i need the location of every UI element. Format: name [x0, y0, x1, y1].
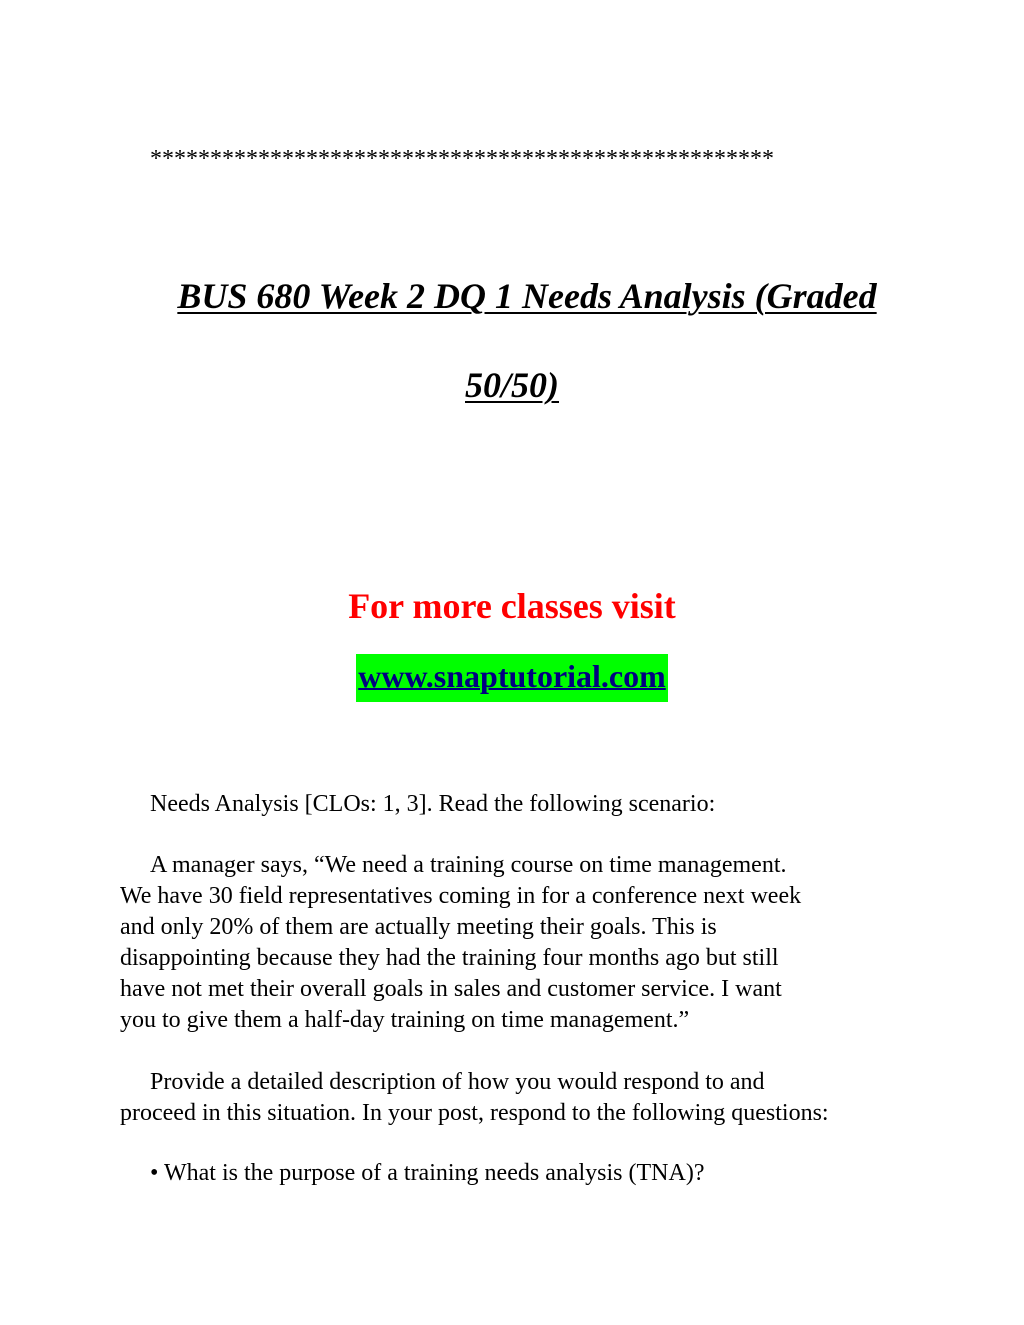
promo-link[interactable]: www.snaptutorial.com	[356, 654, 668, 702]
document-title-line-1: BUS 680 Week 2 DQ 1 Needs Analysis (Graded	[177, 276, 877, 316]
paragraph-question-1	[120, 1158, 920, 1189]
paragraph-line: Needs Analysis [CLOs: 1, 3]. Read the following scenario:	[150, 791, 716, 817]
paragraph-line: proceed in this situation. In your post, respond to the following questions:	[120, 1100, 829, 1126]
paragraph-instructions	[120, 1067, 920, 1129]
bullet-question: • What is the purpose of a training needs analysis (TNA)?	[150, 1160, 705, 1186]
document-title-line-2: 50/50)	[465, 365, 559, 405]
paragraph-intro	[120, 789, 920, 820]
paragraph-line: have not met their overall goals in sales and customer service. I want	[120, 976, 782, 1002]
paragraph-line: and only 20% of them are actually meeting their goals. This is	[120, 914, 717, 940]
paragraph-scenario	[120, 850, 920, 1036]
paragraph-line: disappointing because they had the training four months ago but still	[120, 945, 779, 971]
paragraph-line: Provide a detailed description of how you would respond to and	[150, 1069, 765, 1095]
paragraph-line: you to give them a half-day training on time management.”	[120, 1007, 690, 1033]
promo-link-container	[0, 654, 1024, 702]
promo-text: For more classes visit	[348, 586, 676, 626]
paragraph-line: We have 30 field representatives coming in for a conference next week	[120, 883, 802, 909]
paragraph-line: A manager says, “We need a training course on time management.	[150, 852, 787, 878]
separator-line: ****************************************************	[150, 146, 774, 172]
